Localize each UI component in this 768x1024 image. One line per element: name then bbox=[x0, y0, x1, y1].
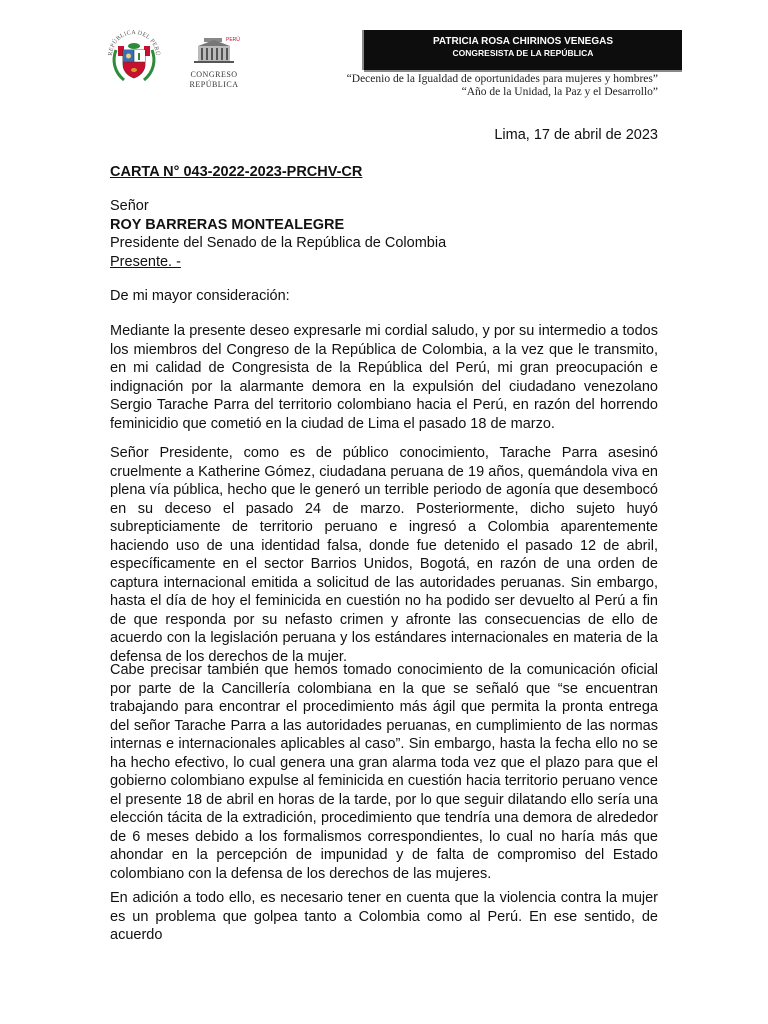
congress-logo bbox=[184, 34, 244, 92]
official-motto bbox=[347, 73, 658, 99]
paragraph-4: En adición a todo ello, es necesario tener en cuenta que la violencia contra la mujer es un problema que golpea tanto a Colombia como al Perú. En ese sentido, de acuerdo bbox=[110, 890, 658, 943]
congresswoman-name: PATRICIA ROSA CHIRINOS VENEGAS bbox=[432, 36, 613, 47]
congress-word: CONGRESO bbox=[190, 70, 238, 79]
paragraph-2: Señor Presidente, como es de público conocimiento, Tarache Parra asesinó cruelmente a Katherine Gómez, ciudadana peruana de 19 años, quemándola viva en plena vía pública, hecho que le generó un terrible periodo de agonía que desembocó en su deceso el pasado 24 de marzo. Posteriormente, dicho sujeto huyó subrepticiamente de territorio peruano e ingresó a Colombia aparentemente haciendo uso de una identidad falsa, donde fue detenido el pasado 12 de abril, específicamente en el sector Barrios Unidos, Bogotá, en razón de una orden de captura internacional emitida a solicitud de las autoridades peruanas. Sin embargo, hasta el día de hoy el feminicida en cuestión no ha podido ser devuelto al Perú a fin de que responda por su nefasto crimen y afronte las consecuencias de ello de acuerdo con la legislación peruana y los estándares internacionales en materia de la defensa de los derechos de la mujer. bbox=[110, 445, 658, 665]
congresswoman-role: CONGRESISTA DE LA REPÚBLICA bbox=[452, 48, 594, 58]
republic-word: REPÚBLICA bbox=[189, 80, 239, 89]
svg-text:REPÚBLICA DEL PERÚ: REPÚBLICA DEL PERÚ bbox=[107, 29, 161, 57]
letter-reference: CARTA N° 043-2022-2023-PRCHV-CR bbox=[110, 164, 363, 180]
recipient-title: Presidente del Senado de la República de Colombia bbox=[110, 235, 447, 251]
recipient-block bbox=[110, 197, 658, 271]
letter-date: Lima, 17 de abril de 2023 bbox=[494, 127, 658, 143]
congresswoman-name-box bbox=[364, 30, 682, 70]
coat-of-arms-icon bbox=[104, 26, 164, 88]
greeting: De mi mayor consideración: bbox=[110, 288, 290, 304]
motto-line-2: “Año de la Unidad, la Paz y el Desarrollo” bbox=[461, 86, 658, 98]
paragraph-1: Mediante la presente deseo expresarle mi cordial saludo, y por su intermedio a todos los miembros del Congreso de la República de Colombia, a la vez que le transmito, en mi calidad de Congresista de la República del Perú, mi gran preocupación e indignación por la alarmante demora en la expulsión del ciudadano venezolano Sergio Tarache Parra del territorio colombiano hacia el Perú, en razón del horrendo feminicidio que cometió en la ciudad de Lima el pasado 18 de marzo. bbox=[110, 323, 658, 432]
presente-label: Presente. - bbox=[110, 253, 181, 270]
motto-line-1: “Decenio de la Igualdad de oportunidades para mujeres y hombres” bbox=[346, 73, 658, 85]
svg-text:PERÚ: PERÚ bbox=[226, 37, 240, 43]
paragraph-3: Cabe precisar también que hemos tomado conocimiento de la comunicación oficial por parte de la Cancillería colombiana en la que se señaló que “se encuentran trabajando para encontrar el procedimiento más ágil que permita la pronta entrega del señor Tarache Parra a las autoridades peruanas, en cumplimiento de las normas internas e internacionales aplicables al caso”. Sin embargo, hasta la fecha ello no se ha hecho efectivo, lo cual genera una gran alarma toda vez que el plazo para que el gobierno colombiano expulse al feminicida en cuestión hacia territorio peruano vence el presente 18 de abril en horas de la tarde, por lo que seguir dilatando ello sería una elección tácita de la extradición, procedimiento que tendría una demora de alrededor de 6 meses debido a los formalismos correspondientes, lo cual no haría más que ahondar en la percepción de impunidad y de falta de compromiso del Estado colombiano con la defensa de los derechos de las mujeres. bbox=[110, 662, 658, 882]
recipient-name: ROY BARRERAS MONTEALEGRE bbox=[110, 216, 345, 233]
salutation: Señor bbox=[110, 198, 149, 214]
congress-building-icon bbox=[184, 34, 244, 64]
